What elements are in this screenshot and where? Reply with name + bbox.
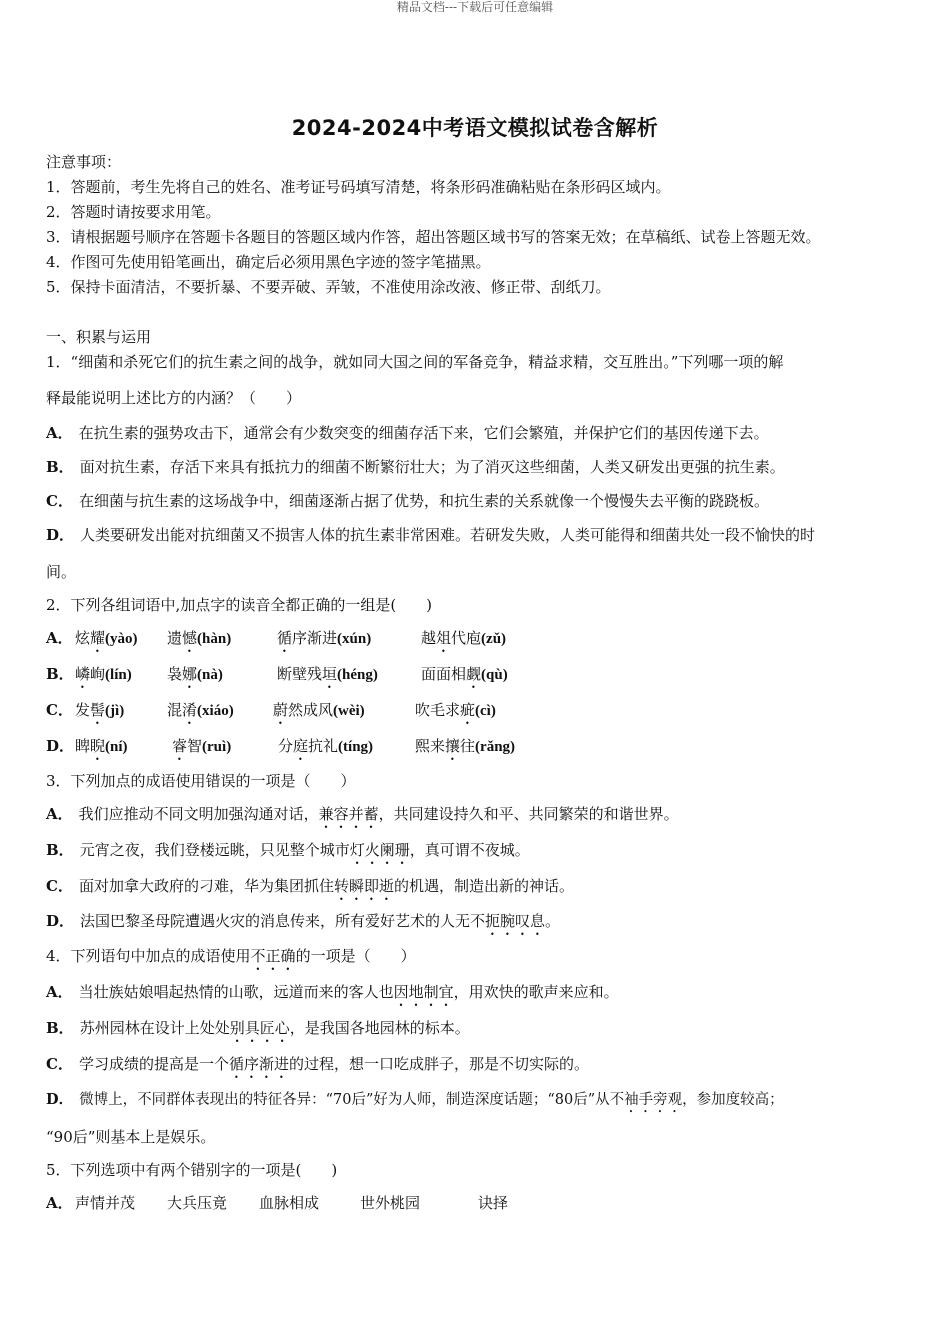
dotted-idiom: 别具匠心 xyxy=(229,1019,290,1037)
option-label: D． xyxy=(46,737,75,755)
q2-c-word: 发髻(jì) xyxy=(75,701,125,719)
q5-a-word: 血脉相成 xyxy=(259,1194,320,1212)
option-text: 面对抗生素，存活下来具有抵抗力的细菌不断繁衍壮大；为了消灭这些细菌，人类又研发出更强的抗生素。 xyxy=(79,458,785,476)
dotted-idiom: 兼容并蓄 xyxy=(318,805,379,823)
q3-option-d: D． 法国巴黎圣母院遭遇火灾的消息传来，所有爱好艺术的人无不扼腕叹息。 xyxy=(46,912,561,930)
dotted-idiom: 袖手旁观 xyxy=(624,1092,683,1108)
notice-item: 3．请根据题号顺序在答题卡各题目的答题区域内作答，超出答题区域书写的答案无效；在草稿纸、试卷上答题无效。 xyxy=(46,228,821,246)
page-header: 精品文档---下载后可任意编辑 xyxy=(396,0,554,14)
option-text: 人类要研发出能对抗细菌又不损害人体的抗生素非常困难。若研发失败，人类可能得和细菌共处一段不愉快的时 xyxy=(80,526,816,544)
q3-option-b: B． 元宵之夜，我们登楼远眺，只见整个城市灯火阑珊，真可谓不夜城。 xyxy=(46,841,530,859)
notice-item: 1．答题前，考生先将自己的姓名、准考证号码填写清楚，将条形码准确粘贴在条形码区域内。 xyxy=(46,178,671,196)
question-5-stem: 5．下列选项中有两个错别字的一项是( ) xyxy=(46,1161,338,1179)
option-text: 在抗生素的强势攻击下，通常会有少数突变的细菌存活下来，它们会繁殖，并保护它们的基因传递下去。 xyxy=(78,424,769,442)
option-label: A． xyxy=(46,1194,73,1212)
q5-a-word: 世外桃园 xyxy=(360,1194,421,1212)
q3-option-a: A． 我们应推动不同文明加强沟通对话，兼容并蓄，共同建设持久和平、共同繁荣的和谐世界。 xyxy=(46,805,679,823)
q2-c-word: 蔚然成风(wèi) xyxy=(273,701,365,719)
dotted-idiom: 转瞬即逝 xyxy=(333,877,394,895)
q2-d-word: 熙来攘往(rǎng) xyxy=(415,737,516,755)
q2-option-b xyxy=(46,663,646,685)
option-text: 在细菌与抗生素的这场战争中，细菌逐渐占据了优势，和抗生素的关系就像一个慢慢失去平衡的跷跷板。 xyxy=(78,492,769,510)
q2-option-d xyxy=(46,735,646,757)
question-1-stem: 1．“细菌和杀死它们的抗生素之间的战争，就如同大国之间的军备竞争，精益求精，交互胜出。”下列哪一项的解 xyxy=(46,353,784,371)
q5-option-a xyxy=(46,1192,646,1214)
q2-c-word: 吹毛求疵(cì) xyxy=(415,701,496,719)
dotted-idiom: 扼腕叹息 xyxy=(485,912,546,930)
notice-heading: 注意事项： xyxy=(46,153,122,171)
dotted-idiom: 因地制宜 xyxy=(393,983,454,1001)
q2-d-word: 分庭抗礼(tíng) xyxy=(278,737,374,755)
dotted-idiom: 灯火阑珊 xyxy=(349,841,410,859)
q5-a-word: 大兵压竟 xyxy=(167,1194,228,1212)
q4-option-b: B． 苏州园林在设计上处处别具匠心，是我国各地园林的标本。 xyxy=(46,1019,470,1037)
notice-item: 2．答题时请按要求用笔。 xyxy=(46,203,221,221)
q1-option-d xyxy=(46,524,815,546)
q2-d-word: 睥睨(ní) xyxy=(75,737,128,755)
option-label: D． xyxy=(46,526,75,544)
q2-b-word: 袅娜(nà) xyxy=(167,665,223,683)
question-1-stem-cont: 释最能说明上述比方的内涵？（ ） xyxy=(46,389,302,407)
question-3-stem: 3．下列加点的成语使用错误的一项是（ ） xyxy=(46,772,356,790)
q3-option-c: C． 面对加拿大政府的刁难，华为集团抓住转瞬即逝的机遇，制造出新的神话。 xyxy=(46,877,574,895)
option-label: A． xyxy=(46,424,73,442)
question-4-stem: 4．下列语句中加点的成语使用不正确的一项是（ ） xyxy=(46,947,416,965)
page-title: 2024-2024中考语文模拟试卷含解析 xyxy=(291,116,659,140)
option-label: A． xyxy=(46,629,73,647)
q1-option-d-cont: 间。 xyxy=(46,563,77,581)
q1-option-b xyxy=(46,456,785,478)
option-label: B． xyxy=(46,458,74,476)
q1-option-a xyxy=(46,422,769,444)
question-2-stem: 2．下列各组词语中,加点字的读音全都正确的一组是( ) xyxy=(46,596,433,614)
q2-a-word: 循序渐进(xún) xyxy=(277,629,372,647)
q2-d-word: 睿智(ruì) xyxy=(172,737,232,755)
option-label: B． xyxy=(46,665,74,683)
section-heading: 一、积累与运用 xyxy=(46,328,152,346)
q2-a-word: 炫耀(yào) xyxy=(75,629,138,647)
q5-a-word: 声情并茂 xyxy=(75,1194,136,1212)
option-label: C． xyxy=(46,492,73,510)
notice-item: 4．作图可先使用铅笔画出，确定后必须用黑色字迹的签字笔描黑。 xyxy=(46,253,491,271)
notice-item: 5．保持卡面清洁，不要折暴、不要弄破、弄皱，不准使用涂改液、修正带、刮纸刀。 xyxy=(46,278,611,296)
q2-b-word: 嶙峋(lín) xyxy=(75,665,132,683)
q2-a-word: 越俎代庖(zǔ) xyxy=(421,629,507,647)
q4-option-c: C． 学习成绩的提高是一个循序渐进的过程，想一口吃成胖子，那是不切实际的。 xyxy=(46,1055,589,1073)
q2-option-c xyxy=(46,699,646,721)
q2-b-word: 断壁残垣(héng) xyxy=(277,665,378,683)
q4-option-d-cont: “90后”则基本上是娱乐。 xyxy=(46,1128,216,1146)
q2-b-word: 面面相觑(qù) xyxy=(421,665,508,683)
dotted-idiom: 循序渐进 xyxy=(228,1055,289,1073)
q2-option-a xyxy=(46,627,646,649)
option-label: C． xyxy=(46,701,73,719)
q2-a-word: 遗憾(hàn) xyxy=(167,629,232,647)
q5-a-word: 诀择 xyxy=(478,1194,509,1212)
q4-option-d: D． 微博上，不同群体表现出的特征各异：“70后”好为人师，制造深度话题；“80后”从不袖手旁观，参加度较高； xyxy=(46,1091,784,1108)
q4-option-a: A． 当壮族姑娘唱起热情的山歌，远道而来的客人也因地制宜，用欢快的歌声来应和。 xyxy=(46,983,619,1001)
q2-c-word: 混淆(xiáo) xyxy=(167,701,234,719)
q1-option-c xyxy=(46,490,769,512)
